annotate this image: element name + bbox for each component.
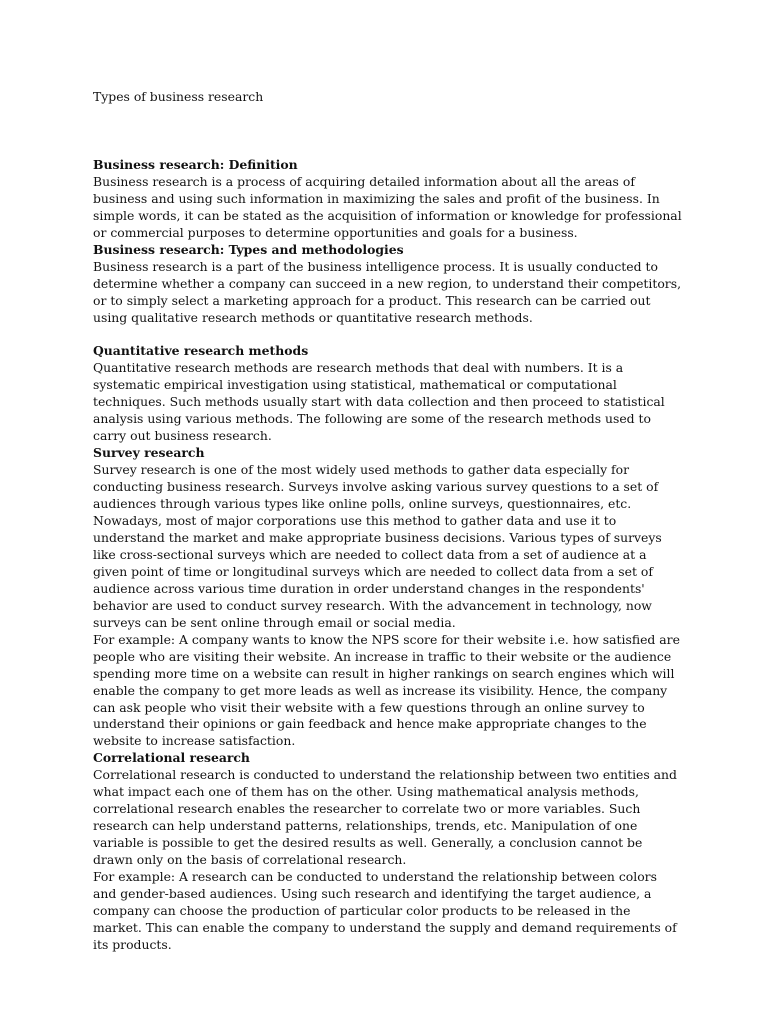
section-types-methodologies bbox=[93, 242, 683, 327]
section-definition bbox=[93, 157, 683, 242]
section-heading: Business research: Definition bbox=[93, 156, 298, 172]
document-title: Types of business research bbox=[93, 89, 264, 104]
paragraph: Business research is a part of the business intelligence process. It is usually conducted to determine whether a company can succeed in a new region, to understand their competitors, or to simply select a marketing approach for a product. This research can be carried out using qualitative research methods or quantitative research methods. bbox=[93, 258, 682, 325]
paragraph: Quantitative research methods are research methods that deal with numbers. It is a systematic empirical investigation using statistical, mathematical or computational techniques. Such methods usually start with data collection and then proceed to statistical analysis using various methods. The following are some of the research methods used to carry out business research. bbox=[93, 360, 665, 444]
section-heading: Business research: Types and methodologies bbox=[93, 241, 404, 257]
paragraph: Correlational research is conducted to understand the relationship between two entities and what impact each one of them has on the other. Using mathematical analysis methods, correlational research enables the researcher to correlate two or more variables. Such research can help understand patterns, relationships, trends, etc. Manipulation of one variable is possible to get the desired results as well. Generally, a conclusion cannot be drawn only on the basis of correlational research. bbox=[93, 767, 677, 868]
paragraph: Business research is a process of acquiring detailed information about all the areas of business and using such information in maximizing the sales and profit of the business. In simple words, it can be stated as the acquisition of information or knowledge for professional or commercial purposes to determine opportunities and goals for a business. bbox=[93, 173, 682, 240]
section-survey-research bbox=[93, 445, 683, 750]
section-heading: Correlational research bbox=[93, 750, 250, 766]
section-heading: Quantitative research methods bbox=[93, 343, 309, 359]
blank-line bbox=[93, 326, 683, 343]
section-quantitative-methods bbox=[93, 343, 683, 445]
document-page bbox=[93, 89, 683, 954]
example-paragraph: For example: A research can be conducted to understand the relationship between colors and gender-based audiences. Using such research and identifying the target audience, a company can choose the production of particular color products to be released in the market. This can enable the company to understand the supply and demand requirements of its products. bbox=[93, 869, 677, 952]
section-heading: Survey research bbox=[93, 445, 205, 461]
paragraph: Survey research is one of the most widely used methods to gather data especially for conducting business research. Surveys involve asking various survey questions to a set of audiences through various types like online polls, online surveys, questionnaires, etc. Nowadays, most of major corporations use this method to gather data and use it to understand the market and make appropriate business decisions. Various types of surveys like cross-sectional surveys which are needed to collect data from a set of audience at a given point of time or longitudinal surveys which are needed to collect data from a set of audience across various time duration in order understand changes in the respondents' behavior are used to conduct survey research. With the advancement in technology, now surveys can be sent online through email or social media. bbox=[93, 462, 662, 630]
example-paragraph: For example: A company wants to know the NPS score for their website i.e. how satisfied are people who are visiting their website. An increase in traffic to their website or the audience spending more time on a website can result in higher rankings on search engines which will enable the company to get more leads as well as increase its visibility. Hence, the company can ask people who visit their website with a few questions through an online survey to understand their opinions or gain feedback and hence make appropriate changes to the website to increase satisfaction. bbox=[93, 631, 680, 749]
section-correlational-research bbox=[93, 750, 683, 953]
